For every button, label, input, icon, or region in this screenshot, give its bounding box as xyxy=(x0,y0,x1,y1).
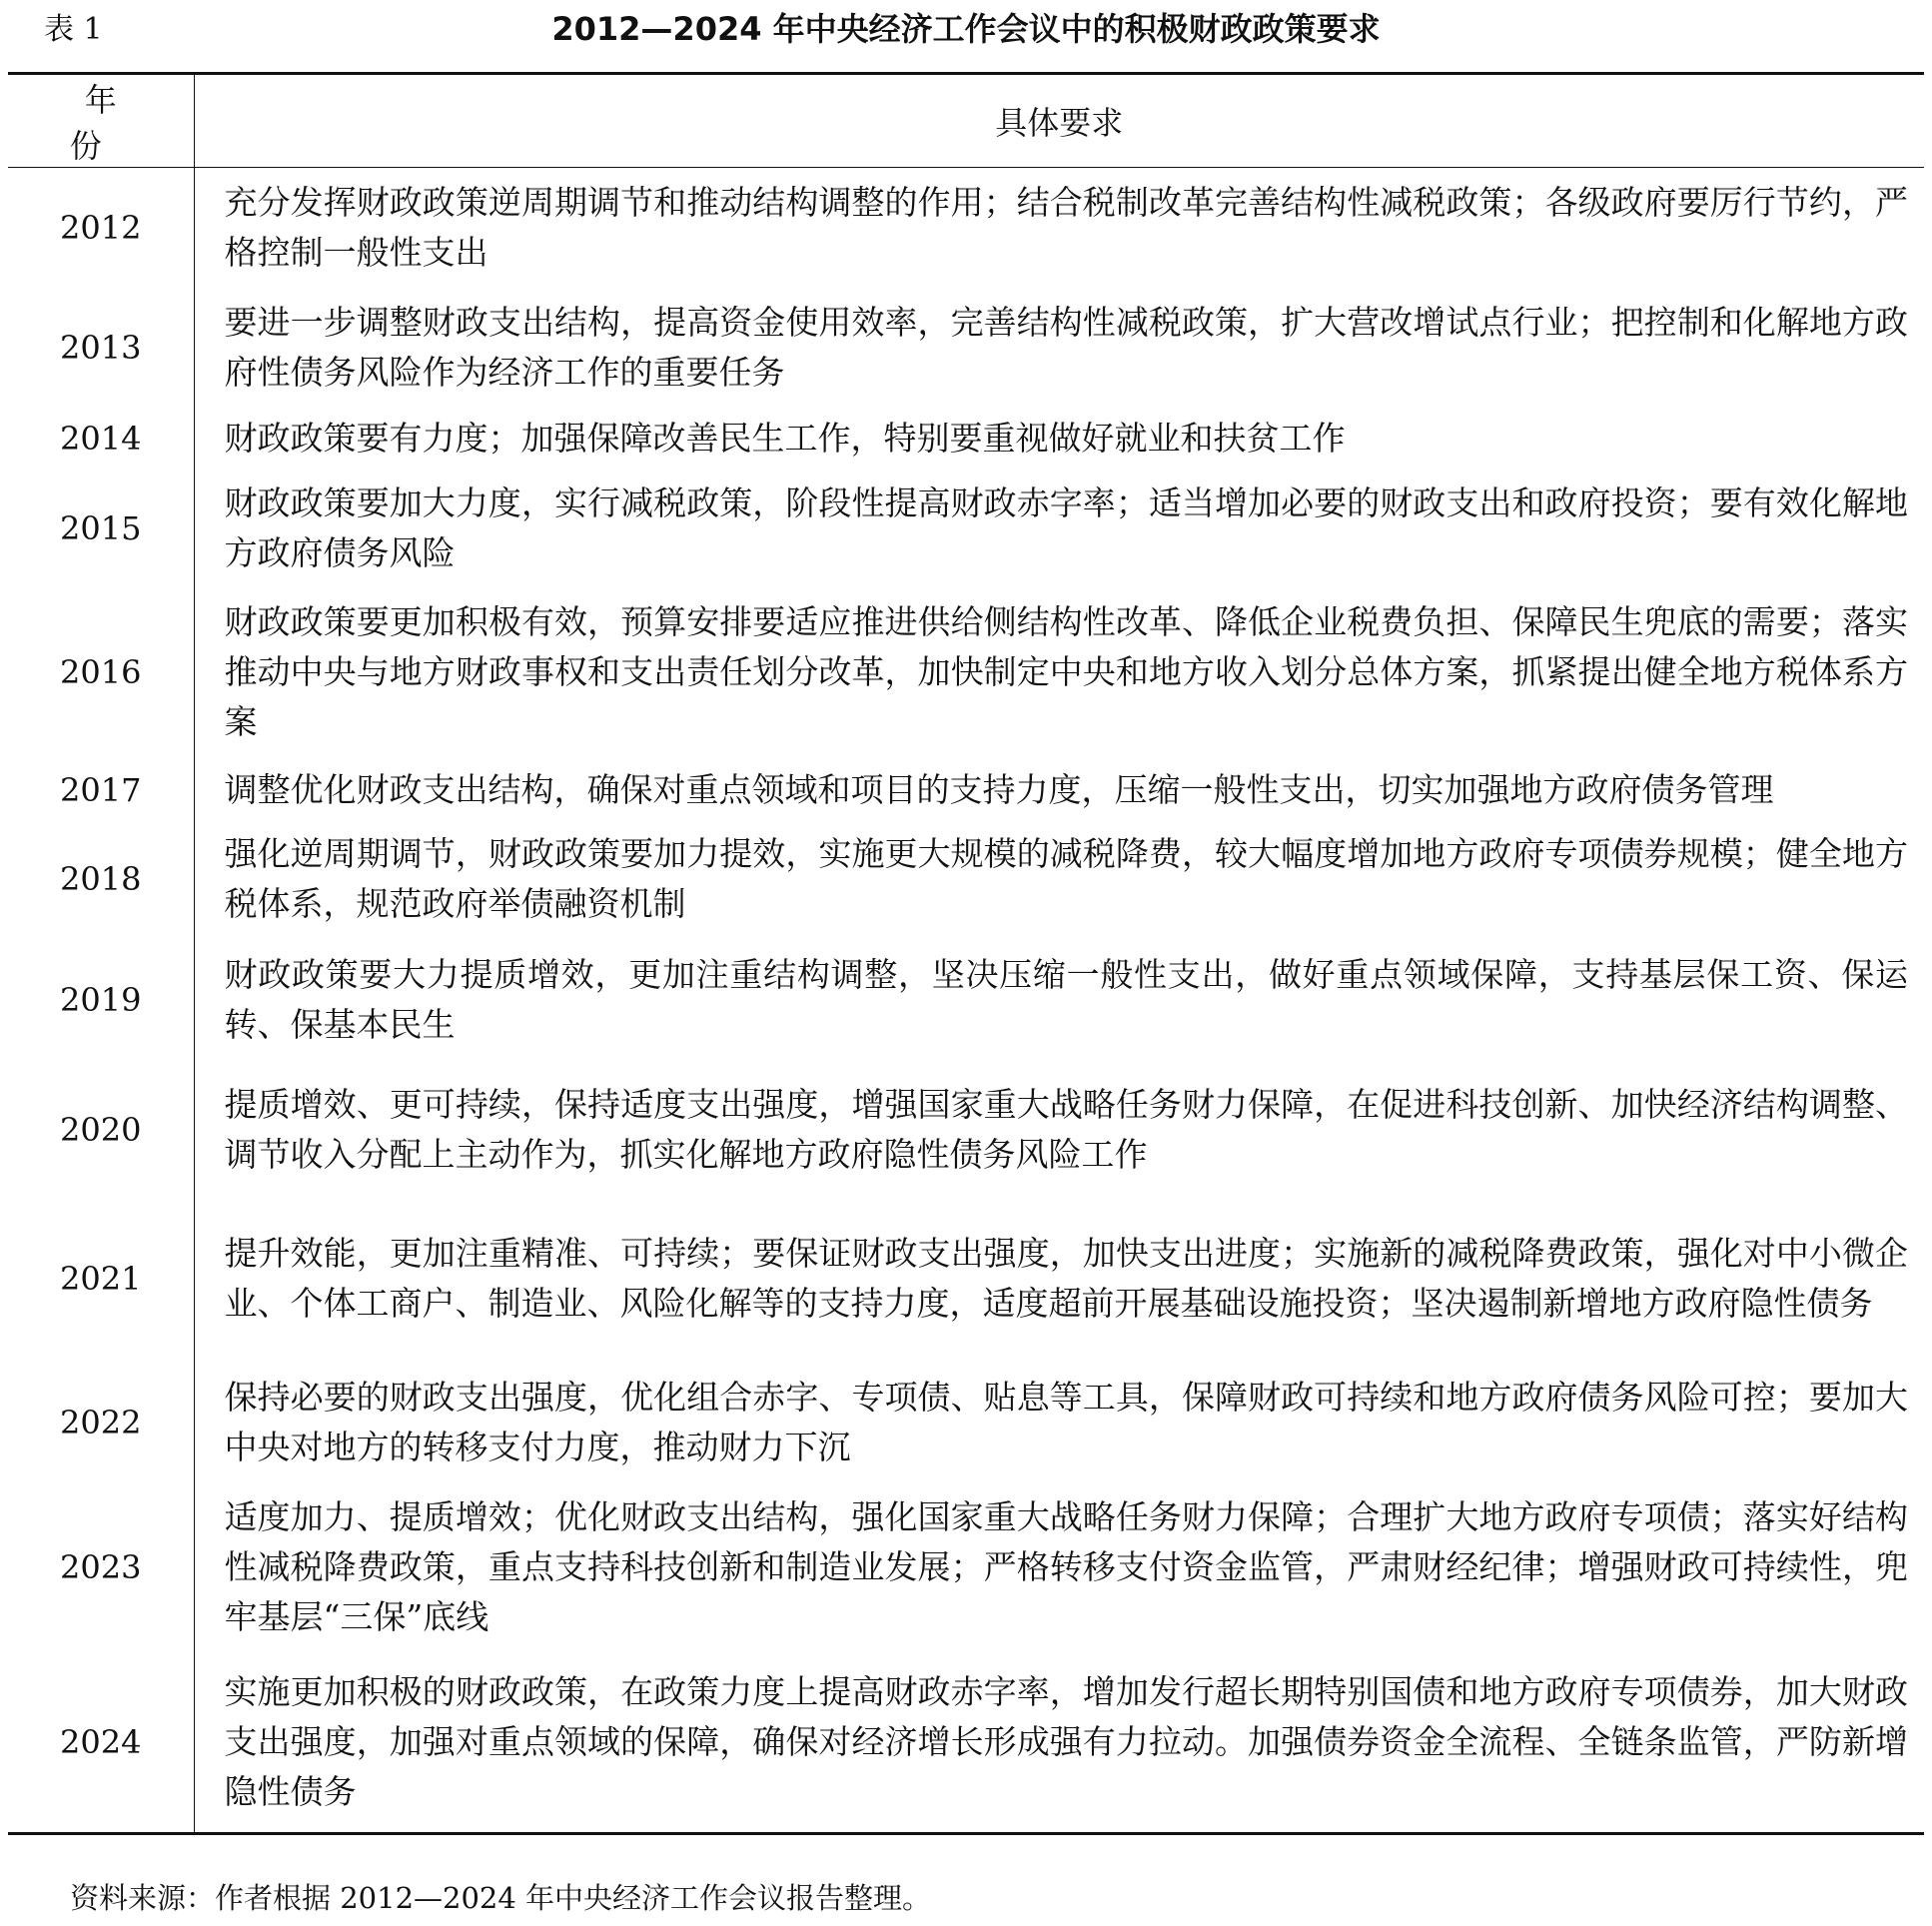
table-row xyxy=(8,587,1924,757)
source-note: 资料来源：作者根据 2012—2024 年中央经济工作会议报告整理。 xyxy=(70,1881,932,1915)
row-year: 2013 xyxy=(8,288,194,408)
table-row xyxy=(8,168,1924,288)
row-year: 2018 xyxy=(8,823,194,935)
table-row xyxy=(8,470,1924,587)
table-row xyxy=(8,823,1924,935)
row-requirements: 财政政策要大力提质增效，更加注重结构调整，坚决压缩一般性支出，做好重点领域保障，支持基层保工资、保运转、保基本民生 xyxy=(224,954,1908,1044)
table-row xyxy=(8,1195,1924,1363)
row-year: 2022 xyxy=(8,1363,194,1482)
row-requirements: 充分发挥财政政策逆周期调节和推动结构调整的作用；结合税制改革完善结构性减税政策；各级政府要厉行节约，严格控制一般性支出 xyxy=(224,182,1908,272)
table-row xyxy=(8,1363,1924,1482)
table-row xyxy=(8,1482,1924,1652)
row-requirements: 财政政策要更加积极有效，预算安排要适应推进供给侧结构性改革、降低企业税费负担、保障民生兜底的需要；落实推动中央与地方财政事权和支出责任划分改革，加快制定中央和地方收入划分总体方案，抓紧提出健全地方税体系方案 xyxy=(224,601,1908,741)
column-header-year: 年 份 xyxy=(8,75,194,168)
row-requirements: 要进一步调整财政支出结构，提高资金使用效率，完善结构性减税政策，扩大营改增试点行业；把控制和化解地方政府性债务风险作为经济工作的重要任务 xyxy=(224,302,1908,392)
table-header-row xyxy=(8,75,1924,168)
row-requirements: 强化逆周期调节，财政政策要加力提效，实施更大规模的减税降费，较大幅度增加地方政府专项债券规模；健全地方税体系，规范政府举债融资机制 xyxy=(224,833,1908,923)
row-year: 2016 xyxy=(8,587,194,757)
table-title: 2012—2024 年中央经济工作会议中的积极财政政策要求 xyxy=(551,10,1381,48)
table-row xyxy=(8,757,1924,823)
row-requirements: 提升效能，更加注重精准、可持续；要保证财政支出强度，加快支出进度；实施新的减税降费政策，强化对中小微企业、个体工商户、制造业、风险化解等的支持力度，适度超前开展基础设施投资；坚决遏制新增地方政府隐性债务 xyxy=(224,1233,1908,1323)
row-requirements: 提质增效、更可持续，保持适度支出强度，增强国家重大战略任务财力保障，在促进科技创新、加快经济结构调整、调节收入分配上主动作为，抓实化解地方政府隐性债务风险工作 xyxy=(224,1084,1908,1174)
table-caption xyxy=(0,0,1932,66)
row-requirements: 保持必要的财政支出强度，优化组合赤字、专项债、贴息等工具，保障财政可持续和地方政府债务风险可控；要加大中央对地方的转移支付力度，推动财力下沉 xyxy=(224,1377,1908,1466)
row-year: 2021 xyxy=(8,1195,194,1363)
row-year: 2012 xyxy=(8,168,194,288)
policy-table xyxy=(8,75,1924,1832)
policy-table-container xyxy=(8,72,1924,1835)
row-year: 2023 xyxy=(8,1482,194,1652)
column-header-requirements: 具体要求 xyxy=(194,75,1924,168)
row-year: 2024 xyxy=(8,1652,194,1832)
row-requirements: 适度加力、提质增效；优化财政支出结构，强化国家重大战略任务财力保障；合理扩大地方政府专项债；落实好结构性减税降费政策，重点支持科技创新和制造业发展；严格转移支付资金监管，严肃财经纪律；增强财政可持续性，兜牢基层“三保”底线 xyxy=(224,1496,1908,1636)
table-row xyxy=(8,288,1924,408)
row-year: 2014 xyxy=(8,408,194,470)
row-requirements: 财政政策要加大力度，实行减税政策，阶段性提高财政赤字率；适当增加必要的财政支出和政府投资；要有效化解地方政府债务风险 xyxy=(224,482,1908,572)
row-requirements: 财政政策要有力度；加强保障改善民生工作，特别要重视做好就业和扶贫工作 xyxy=(224,418,1346,458)
table-row xyxy=(8,1065,1924,1195)
row-requirements: 调整优化财政支出结构，确保对重点领域和项目的支持力度，压缩一般性支出，切实加强地方政府债务管理 xyxy=(224,769,1774,809)
row-year: 2019 xyxy=(8,935,194,1065)
table-body xyxy=(8,168,1924,1832)
row-year: 2020 xyxy=(8,1065,194,1195)
table-label: 表 1 xyxy=(44,12,103,47)
row-requirements: 实施更加积极的财政政策，在政策力度上提高财政赤字率，增加发行超长期特别国债和地方政府专项债券，加大财政支出强度，加强对重点领域的保障，确保对经济增长形成强有力拉动。加强债券资金全流程、全链条监管，严防新增隐性债务 xyxy=(224,1671,1908,1811)
row-year: 2015 xyxy=(8,470,194,587)
row-year: 2017 xyxy=(8,757,194,823)
table-row xyxy=(8,1652,1924,1832)
table-row xyxy=(8,408,1924,470)
table-row xyxy=(8,935,1924,1065)
